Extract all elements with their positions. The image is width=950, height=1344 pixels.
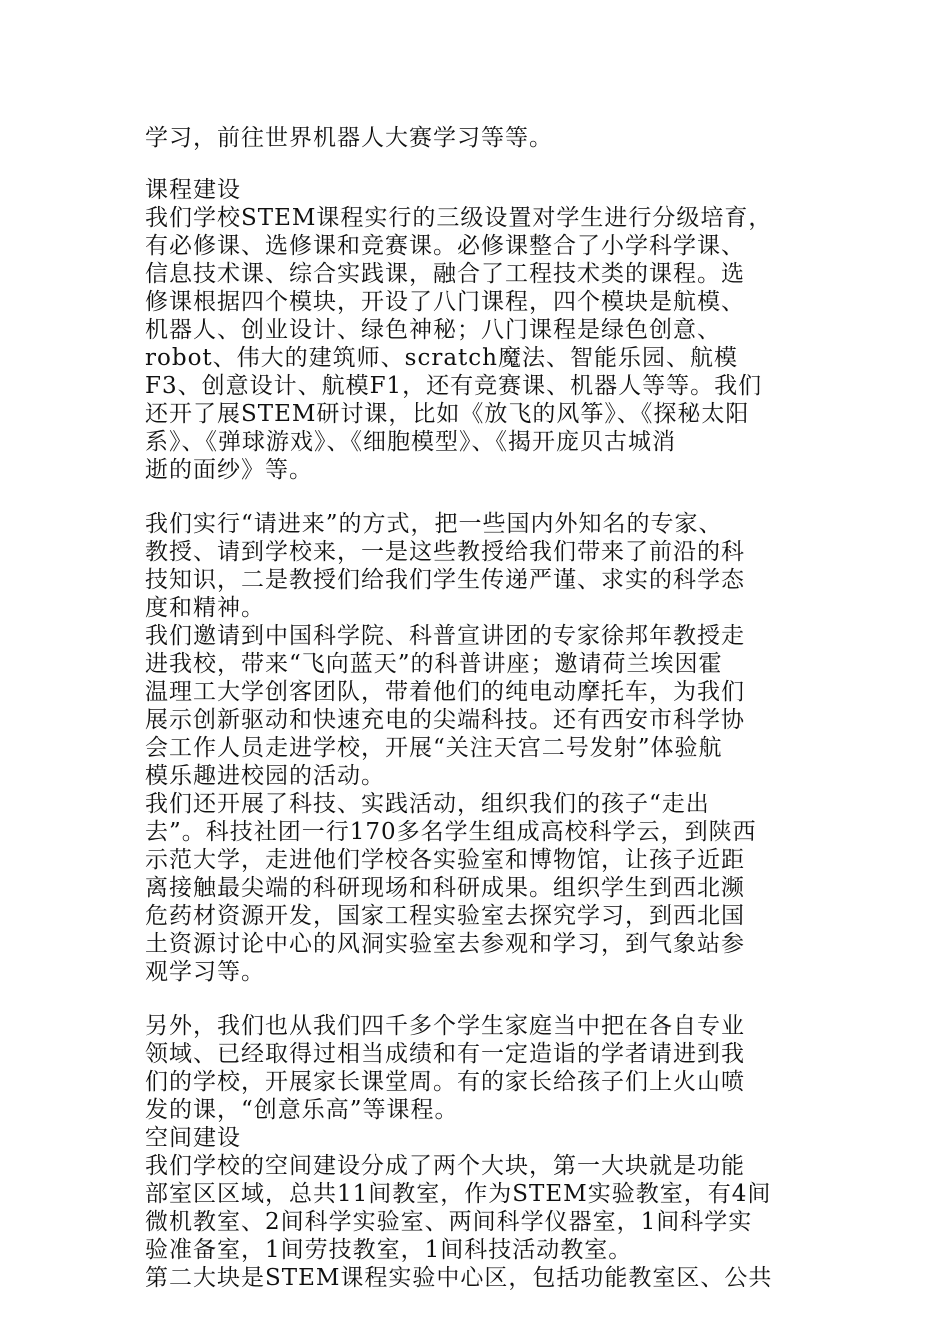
text-line: 温理工大学创客团队，带着他们的纯电动摩托车，为我们 [145, 679, 745, 705]
text-line: 验准备室，1间劳技教室，1间科技活动教室。 [145, 1237, 633, 1263]
text-line: 示范大学，走进他们学校各实验室和博物馆，让孩子近距 [145, 847, 745, 873]
text-line: 逝的面纱》等。 [145, 457, 313, 483]
text-line: 我们学校STEM课程实行的三级设置对学生进行分级培育， [145, 205, 773, 231]
text-line: 离接触最尖端的科研现场和科研成果。组织学生到西北濒 [145, 875, 745, 901]
text-line: F3、创意设计、航模F1，还有竞赛课、机器人等等。我们 [145, 373, 763, 399]
text-line: 进我校，带来“飞向蓝天”的科普讲座；邀请荷兰埃因霍 [145, 651, 723, 677]
text-line: 我们邀请到中国科学院、科普宣讲团的专家徐邦年教授走 [145, 623, 745, 649]
text-line: 模乐趣进校园的活动。 [145, 763, 385, 789]
text-line: robot、伟大的建筑师、scratch魔法、智能乐园、航模 [145, 345, 738, 371]
text-line: 学习，前往世界机器人大赛学习等等。 [145, 125, 553, 151]
text-line: 微机教室、2间科学实验室、两间科学仪器室，1间科学实 [145, 1209, 753, 1235]
text-line: 还开了展STEM研讨课，比如《放飞的风筝》、《探秘太阳 [145, 401, 750, 427]
text-line: 度和精神。 [145, 595, 265, 621]
text-line: 去”。科技社团一行170多名学生组成高校科学云，到陕西 [145, 819, 757, 845]
section-heading: 课程建设 [145, 177, 241, 203]
text-line: 另外，我们也从我们四千多个学生家庭当中把在各自专业 [145, 1013, 745, 1039]
text-line: 领域、已经取得过相当成绩和有一定造诣的学者请进到我 [145, 1041, 745, 1067]
text-line: 土资源讨论中心的风洞实验室去参观和学习，到气象站参 [145, 931, 745, 957]
text-line: 系》、《弹球游戏》、《细胞模型》、《揭开庞贝古城消 [145, 429, 676, 455]
text-line: 展示创新驱动和快速充电的尖端科技。还有西安市科学协 [145, 707, 745, 733]
text-line: 信息技术课、综合实践课，融合了工程技术类的课程。选 [145, 261, 745, 287]
text-line: 机器人、创业设计、绿色神秘；八门课程是绿色创意、 [145, 317, 721, 343]
text-line: 部室区区域，总共11间教室，作为STEM实验教室，有4间 [145, 1181, 772, 1207]
text-line: 我们还开展了科技、实践活动，组织我们的孩子“走出 [145, 791, 710, 817]
text-line: 技知识，二是教授们给我们学生传递严谨、求实的科学态 [145, 567, 745, 593]
text-line: 我们学校的空间建设分成了两个大块，第一大块就是功能 [145, 1153, 745, 1179]
text-line: 发的课，“创意乐高”等课程。 [145, 1097, 459, 1123]
text-line: 我们实行“请进来”的方式，把一些国内外知名的专家、 [145, 511, 723, 537]
text-line: 修课根据四个模块，开设了八门课程，四个模块是航模、 [145, 289, 745, 315]
text-line: 第二大块是STEM课程实验中心区，包括功能教室区、公共 [145, 1265, 773, 1291]
section-heading: 空间建设 [145, 1125, 241, 1151]
text-line: 教授、请到学校来，一是这些教授给我们带来了前沿的科 [145, 539, 745, 565]
text-line: 们的学校，开展家长课堂周。有的家长给孩子们上火山喷 [145, 1069, 745, 1095]
text-line: 观学习等。 [145, 959, 265, 985]
text-line: 有必修课、选修课和竞赛课。必修课整合了小学科学课、 [145, 233, 745, 259]
text-line: 会工作人员走进学校，开展“关注天宫二号发射”体验航 [145, 735, 723, 761]
text-line: 危药材资源开发，国家工程实验室去探究学习，到西北国 [145, 903, 745, 929]
